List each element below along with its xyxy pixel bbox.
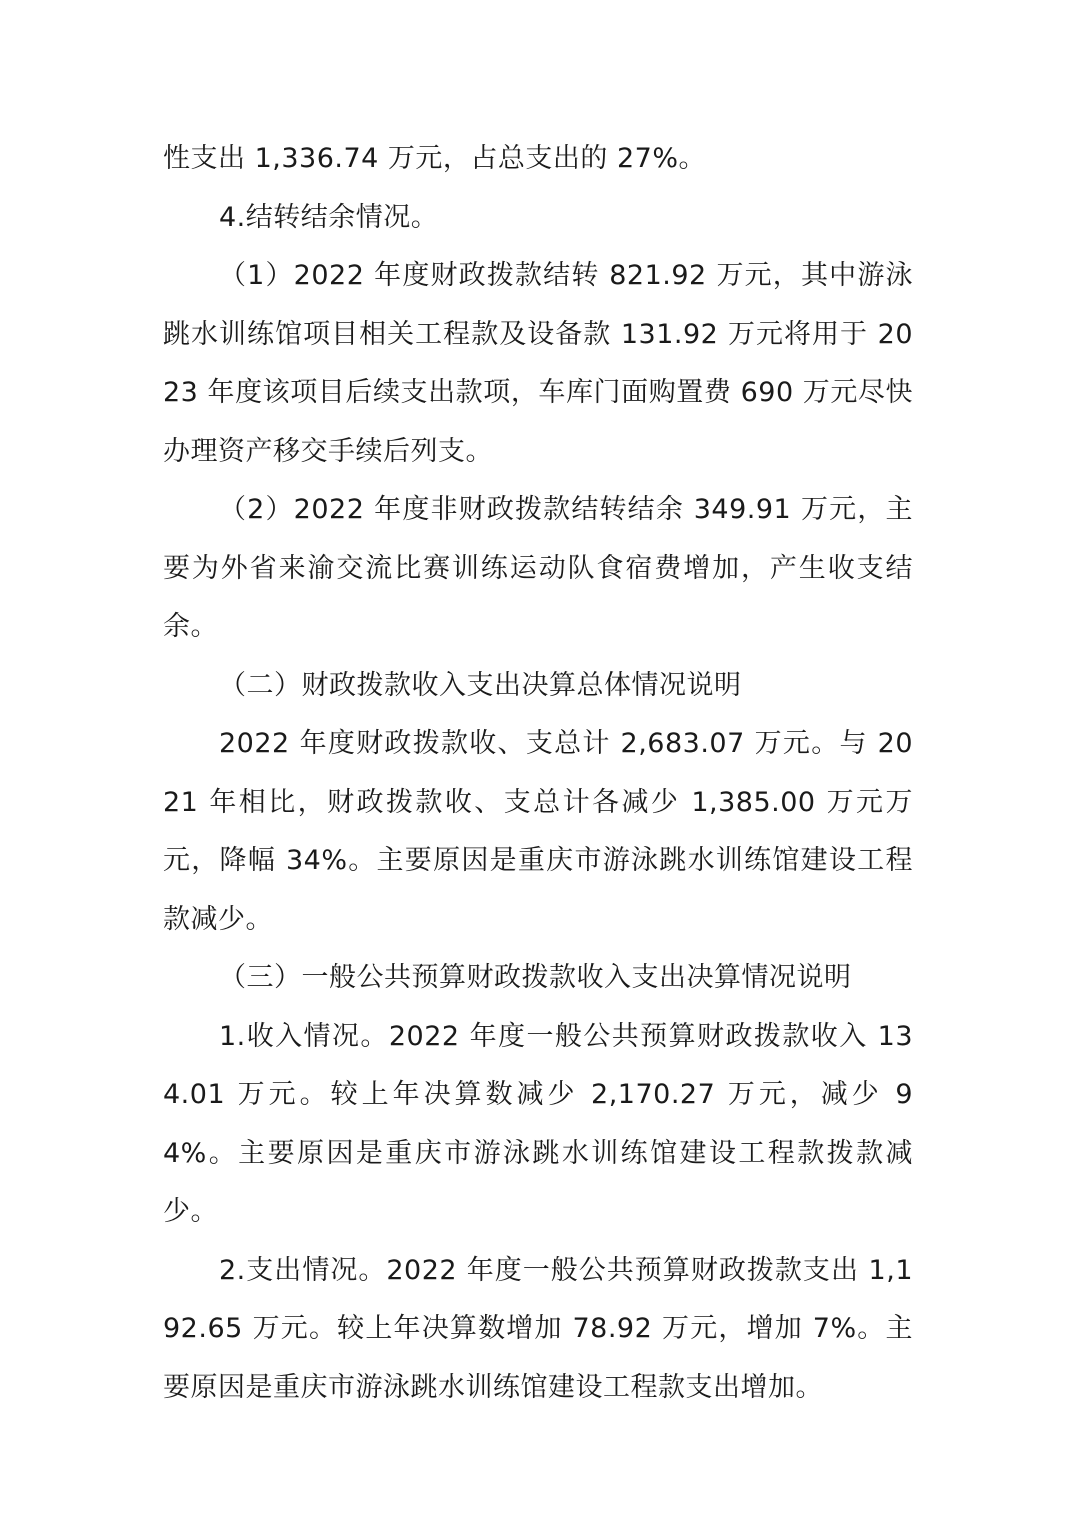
paragraph-fiscal-carryover: （1）2022 年度财政拨款结转 821.92 万元，其中游泳跳水训练馆项目相关工程款及设备款 131.92 万元将用于 2023 年度该项目后续支出款项，车库门面购置费 690 万元尽快办理资产移交手续后列支。 (163, 260, 913, 467)
section-heading-fiscal-overall: （二）财政拨款收入支出决算总体情况说明 (219, 669, 742, 701)
paragraph-nonfiscal-carryover: （2）2022 年度非财政拨款结转结余 349.91 万元，主要为外省来渝交流比赛训练运动队食宿费增加，产生收支结余。 (163, 494, 913, 642)
paragraph-income: 1.收入情况。2022 年度一般公共预算财政拨款收入 134.01 万元。较上年决算数减少 2,170.27 万元，减少 94%。主要原因是重庆市游泳跳水训练馆建设工程款拨款减少。 (163, 1020, 913, 1227)
section-heading-general-budget: （三）一般公共预算财政拨款收入支出决算情况说明 (219, 962, 852, 993)
document-body (163, 130, 913, 1417)
paragraph-expenditure-share: 性支出 1,336.74 万元，占总支出的 27%。 (163, 143, 706, 174)
paragraph-expenditure: 2.支出情况。2022 年度一般公共预算财政拨款支出 1,192.65 万元。较上年决算数增加 78.92 万元，增加 7%。主要原因是重庆市游泳跳水训练馆建设工程款支出增加。 (163, 1254, 913, 1403)
paragraph-carryover-title: 4.结转结余情况。 (219, 201, 439, 233)
paragraph-fiscal-overall: 2022 年度财政拨款收、支总计 2,683.07 万元。与 2021 年相比，财政拨款收、支总计各减少 1,385.00 万元万元，降幅 34%。主要原因是重庆市游泳跳水训练馆建设工程款减少。 (163, 728, 913, 935)
